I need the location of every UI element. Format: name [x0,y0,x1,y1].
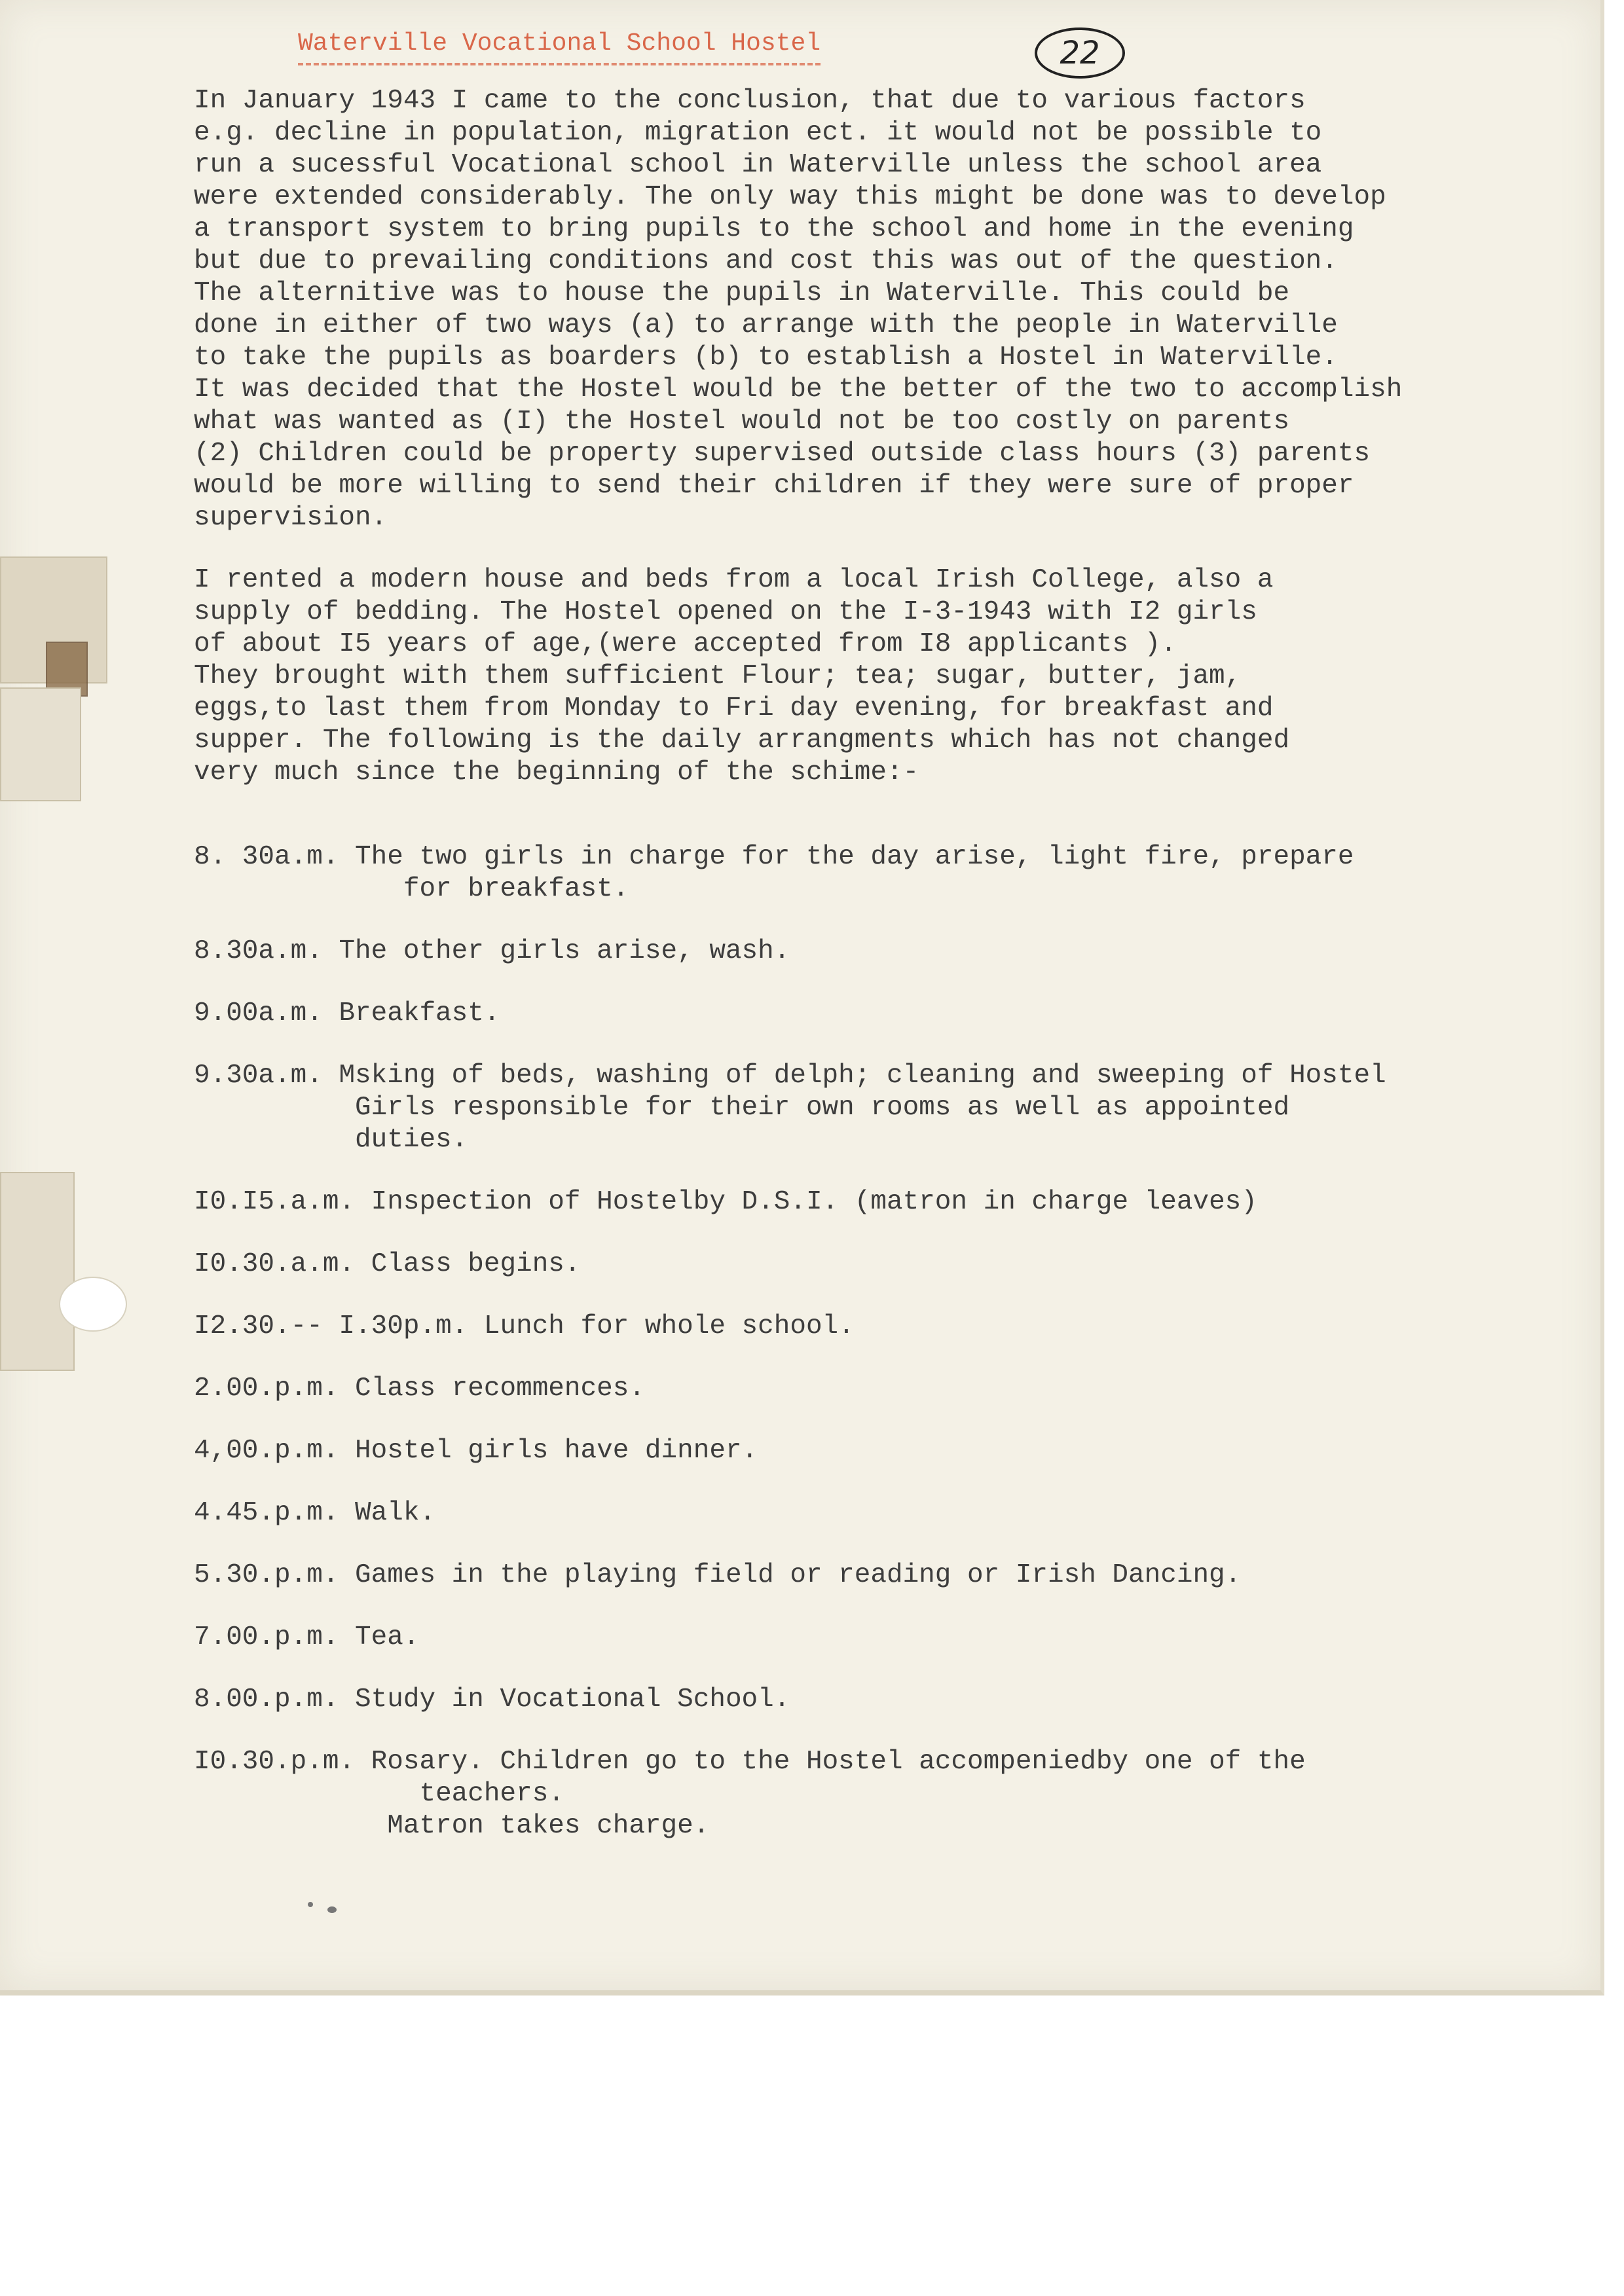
schedule-text: Study in Vocational School. [355,1685,790,1715]
schedule-entry [194,1559,1602,1592]
schedule-time: 9.00a.m. [194,998,339,1029]
schedule-time: 9.30a.m. [194,1061,339,1091]
schedule-description [371,1746,1306,1842]
schedule-entry [194,1311,1602,1343]
schedule-continuation: Girls responsible for their own rooms as well as appointed duties. [355,1093,1290,1155]
second-paragraph [194,564,1602,789]
schedule-time: 4.45.p.m. [194,1498,356,1528]
intro-line: e.g. decline in population, migration ect. it would not be possible to [194,118,1322,148]
schedule-time: 2.00.p.m. [194,1374,356,1404]
paragraph-line: eggs,to last them from Monday to Fri day evening, for breakfast and [194,693,1274,723]
schedule-time: 8.00.p.m. [194,1685,356,1715]
schedule-description [339,936,790,968]
schedule-description [355,1373,645,1405]
intro-line: a transport system to bring pupils to the school and home in the evening [194,214,1354,244]
schedule-time: 8. 30a.m. [194,842,356,872]
schedule-entry [194,841,1602,905]
schedule-time: 7.00.p.m. [194,1622,356,1652]
intro-paragraph [194,85,1602,534]
schedule-text: Msking of beds, washing of delph; cleaning and sweeping of Hostel [339,1061,1386,1091]
schedule-text: Rosary. Children go to the Hostel accompeniedby one of the [371,1747,1306,1777]
schedule-description [355,1684,790,1716]
intro-line: but due to prevailing conditions and cost this was out of the question. [194,246,1338,276]
schedule-text: Inspection of Hostelby D.S.I. (matron in charge leaves) [371,1187,1257,1217]
schedule-time: I0.30.a.m. [194,1249,371,1279]
intro-line: were extended considerably. The only way this might be done was to develop [194,182,1386,212]
schedule-text: Games in the playing field or reading or Irish Dancing. [355,1560,1242,1590]
schedule-entry [194,1497,1602,1529]
paragraph-line: supper. The following is the daily arrangments which has not changed [194,725,1290,756]
intro-line: (2) Children could be property supervised outside class hours (3) parents [194,439,1371,469]
schedule-description [355,1559,1241,1592]
schedule-text: Class recommences. [355,1374,645,1404]
intro-line: to take the pupils as boarders (b) to establish a Hostel in Waterville. [194,342,1338,373]
intro-line: supervision. [194,503,388,533]
schedule-entry [194,1435,1602,1467]
schedule-description [371,1186,1257,1218]
intro-line: run a sucessful Vocational school in Waterville unless the school area [194,150,1322,180]
intro-line: It was decided that the Hostel would be the better of the two to accomplish [194,374,1403,405]
schedule-entry [194,936,1602,968]
schedule-description [355,1622,419,1654]
schedule-text: Breakfast. [339,998,500,1029]
schedule-entry [194,1746,1602,1842]
daily-schedule [194,841,1602,1872]
paragraph-line: supply of bedding. The Hostel opened on the I-3-1943 with I2 girls [194,597,1257,627]
schedule-description [355,1435,758,1467]
schedule-entry [194,1373,1602,1405]
schedule-description [355,841,1354,905]
schedule-entry [194,1248,1602,1281]
paragraph-line: of about I5 years of age,(were accepted from I8 applicants ). [194,629,1177,659]
intro-line: what was wanted as (I) the Hostel would not be too costly on parents [194,407,1290,437]
schedule-description [339,998,500,1030]
schedule-entry [194,1060,1602,1156]
schedule-entry [194,1186,1602,1218]
schedule-time: 5.30.p.m. [194,1560,356,1590]
schedule-description [355,1497,435,1529]
schedule-text: The other girls arise, wash. [339,936,790,966]
intro-line: The alternitive was to house the pupils in Waterville. This could be [194,278,1290,308]
schedule-time: 8.30a.m. [194,936,339,966]
intro-line: done in either of two ways (a) to arrange with the people in Waterville [194,310,1338,340]
schedule-time: 4,00.p.m. [194,1436,356,1466]
paragraph-line: very much since the beginning of the schime:- [194,757,919,788]
paragraph-line: I rented a modern house and beds from a local Irish College, also a [194,565,1274,595]
intro-line: In January 1943 I came to the conclusion, that due to various factors [194,86,1306,116]
schedule-entry [194,1622,1602,1654]
schedule-description [484,1311,855,1343]
punch-hole [59,1277,127,1332]
document-heading: Waterville Vocational School Hostel [298,31,821,65]
schedule-description [371,1248,581,1281]
schedule-text: Lunch for whole school. [483,1311,855,1341]
schedule-text: Walk. [355,1498,436,1528]
schedule-continuation: for breakfast. [355,874,629,904]
adhesive-tape [0,687,81,801]
schedule-entry [194,998,1602,1030]
schedule-time: I0.30.p.m. [194,1747,371,1777]
schedule-description [339,1060,1386,1156]
schedule-text: Class begins. [371,1249,581,1279]
schedule-time: I2.30.-- I.30p.m. [194,1311,484,1341]
schedule-continuation: teachers. Matron takes charge. [387,1779,710,1841]
schedule-time: I0.I5.a.m. [194,1187,371,1217]
schedule-text: Tea. [355,1622,420,1652]
body-text [194,85,1602,789]
paragraph-line: They brought with them sufficient Flour; tea; sugar, butter, jam, [194,661,1242,691]
adhesive-tape [0,1172,75,1371]
page-number: 22 [1035,27,1125,79]
schedule-entry [194,1684,1602,1716]
schedule-text: The two girls in charge for the day arise, light fire, prepare [355,842,1354,872]
intro-line: would be more willing to send their children if they were sure of proper [194,471,1354,501]
schedule-text: Hostel girls have dinner. [355,1436,758,1466]
